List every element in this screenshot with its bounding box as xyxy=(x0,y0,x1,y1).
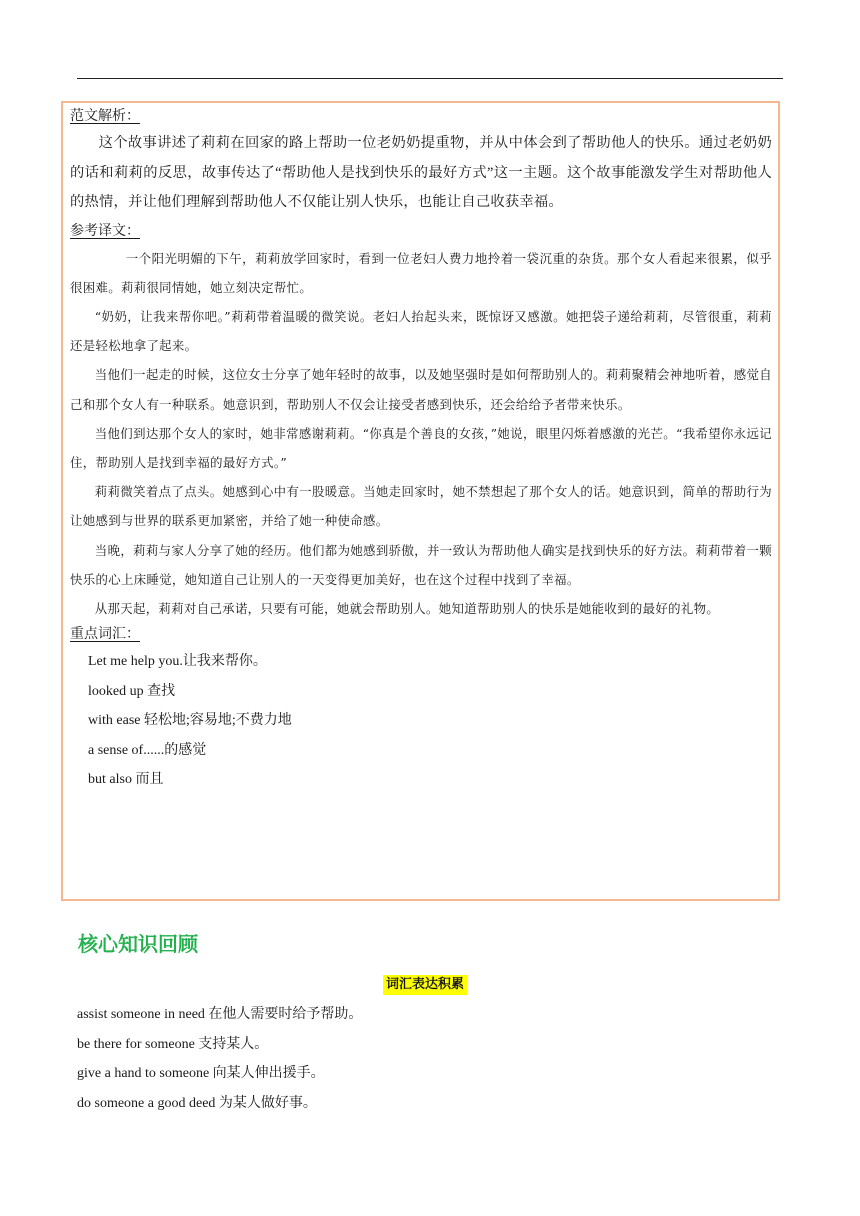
translation-paragraph: 莉莉微笑着点了点头。她感到心中有一股暖意。当她走回家时，她不禁想起了那个女人的话。她意识到，简单的帮助行为让她感到与世界的联系更加紧密，并给了她一种使命感。 xyxy=(70,484,772,529)
phrase-item: do someone a good deed 为某人做好事。 xyxy=(77,1095,317,1111)
vocabulary-label: 重点词汇： xyxy=(70,627,140,643)
vocabulary-item: a sense of......的感觉 xyxy=(88,742,207,758)
vocabulary-item: but also 而且 xyxy=(88,772,164,788)
analysis-label: 范文解析： xyxy=(70,109,140,124)
phrase-item: give a hand to someone 向某人伸出援手。 xyxy=(77,1066,325,1081)
vocabulary-item: with ease 轻松地;容易地;不费力地 xyxy=(88,713,292,729)
translation-paragraph: 从那天起，莉莉对自己承诺，只要有可能，她就会帮助别人。她知道帮助别人的快乐是她能收到的最好的礼物。 xyxy=(94,600,720,616)
analysis-text: 这个故事讲述了莉莉在回家的路上帮助一位老奶奶提重物，并从中体会到了帮助他人的快乐。通过老奶奶的话和莉莉的反思，故事传达了“帮助他人是找到快乐的最好方式”这一主题。这个故事能激发学生对帮助他人的热情，并让他们理解到帮助他人不仅能让别人快乐，也能让自己收获幸福。 xyxy=(70,135,772,210)
translation-paragraph: “奶奶，让我来帮你吧。”莉莉带着温暖的微笑说。老妇人抬起头来，既惊讶又感激。她把袋子递给莉莉，尽管很重，莉莉还是轻松地拿了起来。 xyxy=(70,308,772,354)
vocabulary-item: Let me help you.让我来帮你。 xyxy=(88,654,267,670)
phrase-item: assist someone in need 在他人需要时给予帮助。 xyxy=(77,1007,363,1022)
vocabulary-item: looked up 查找 xyxy=(88,683,176,699)
section-title: 核心知识回顾 xyxy=(78,932,198,956)
translation-label: 参考译文： xyxy=(70,223,140,239)
translation-paragraph: 当他们一起走的时候，这位女士分享了她年轻时的故事，以及她坚强时是如何帮助别人的。莉莉聚精会神地听着，感觉自己和那个女人有一种联系。她意识到，帮助别人不仅会让接受者感到快乐，还会给给予者带来快乐。 xyxy=(70,367,772,412)
header-rule xyxy=(77,78,783,79)
model-essay-box xyxy=(61,101,780,901)
vocabulary-list xyxy=(70,647,772,795)
phrase-list xyxy=(77,1000,362,1118)
vocabulary-subheading: 词汇表达积累 xyxy=(383,975,467,995)
phrase-item: be there for someone 支持某人。 xyxy=(77,1036,269,1052)
translation-paragraph: 当他们到达那个女人的家时，她非常感谢莉莉。“你真是个善良的女孩，”她说，眼里闪烁着感激的光芒。“我希望你永远记住，帮助别人是找到幸福的最好方式。” xyxy=(70,425,772,470)
translation-body xyxy=(70,244,772,624)
translation-paragraph: 一个阳光明媚的下午，莉莉放学回家时，看到一位老妇人费力地拎着一袋沉重的杂货。那个女人看起来很累，似乎很困难。莉莉很同情她，她立刻决定帮忙。 xyxy=(70,250,772,295)
translation-paragraph: 当晚，莉莉与家人分享了她的经历。他们都为她感到骄傲，并一致认为帮助他人确实是找到快乐的好方法。莉莉带着一颗快乐的心上床睡觉，她知道自己让别人的一天变得更加美好，也在这个过程中找到了幸福。 xyxy=(70,542,772,587)
